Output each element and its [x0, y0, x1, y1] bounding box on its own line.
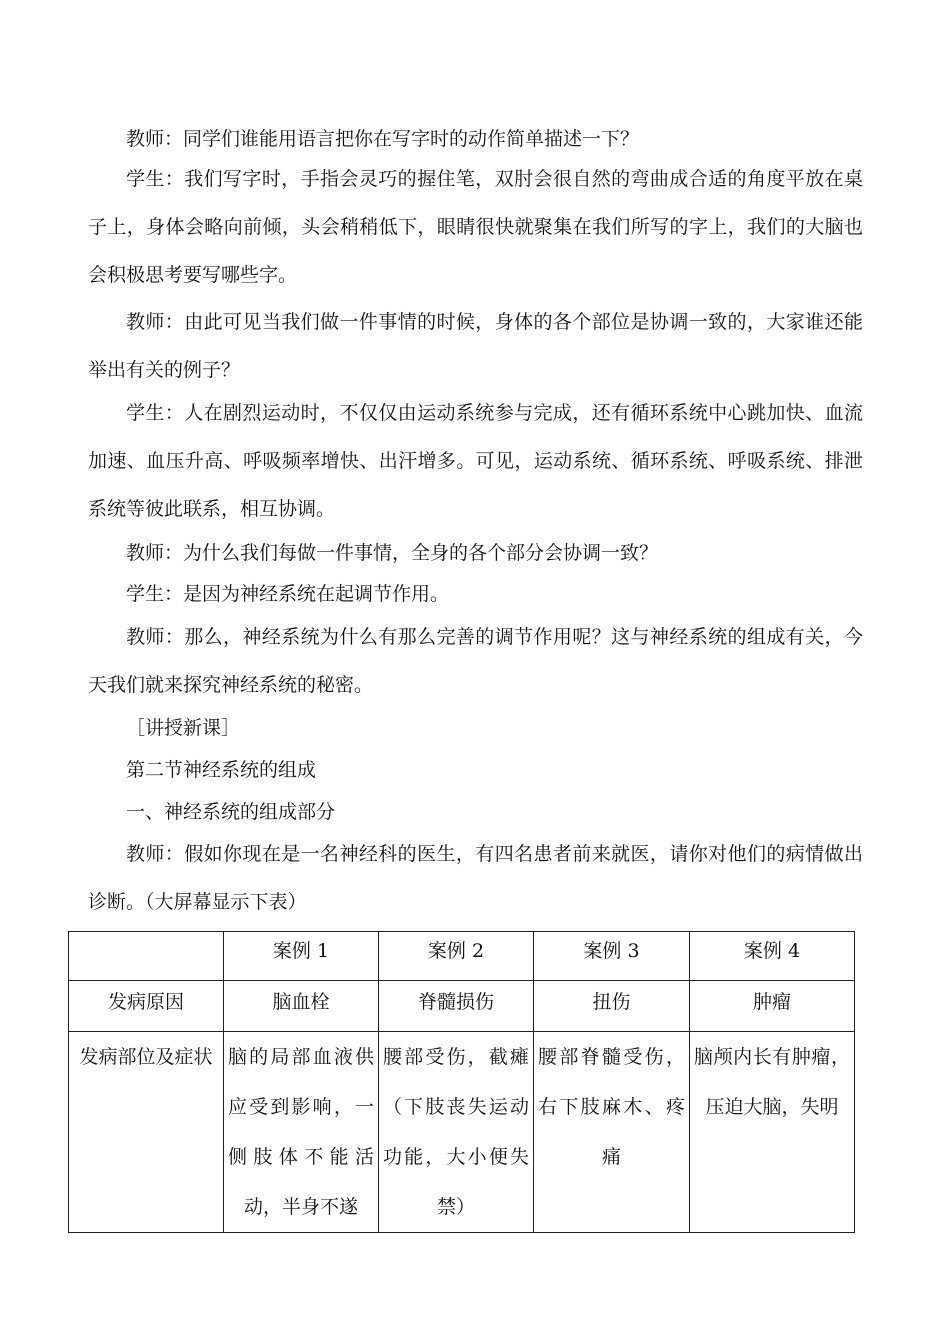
symptom-case-4: 脑颅内长有肿瘤，压迫大脑，失明: [690, 1032, 855, 1233]
table-header-case-4: 案例 4: [690, 932, 855, 981]
symptom-case-2: 腰部受伤，截瘫（下肢丧失运动功能，大小便失禁）: [379, 1032, 534, 1233]
paragraph-teacher-question-2: 教师：由此可见当我们做一件事情的时候，身体的各个部位是协调一致的，大家谁还能举出有关的例子？: [88, 311, 863, 381]
symptom-case-3: 腰部脊髓受伤，右下肢麻木、疼痛: [534, 1032, 690, 1233]
cause-case-4: 肿瘤: [690, 981, 855, 1032]
paragraph-student-answer-2: 学生：人在剧烈运动时，不仅仅由运动系统参与完成，还有循环系统中心跳加快、血流加速、血压升高、呼吸频率增快、出汗增多。可见，运动系统、循环系统、呼吸系统、排泄系统等彼此联系，相互协调。: [88, 402, 863, 520]
paragraph-teacher-task: 教师：假如你现在是一名神经科的医生，有四名患者前来就医，请你对他们的病情做出诊断。（大屏幕显示下表）: [88, 843, 863, 913]
section-label-new-lesson: ［讲授新课］: [126, 717, 241, 739]
table-header-case-1: 案例 1: [224, 932, 379, 981]
cause-case-2: 脊髓损伤: [379, 981, 534, 1032]
table-header-case-3: 案例 3: [534, 932, 690, 981]
subsection-title: 一、神经系统的组成部分: [126, 801, 336, 823]
paragraph-student-answer-1: 学生：我们写字时，手指会灵巧的握住笔，双肘会很自然的弯曲成合适的角度平放在桌子上，身体会略向前倾，头会稍稍低下，眼睛很快就聚集在我们所写的字上，我们的大脑也会积极思考要写哪些字。: [88, 168, 863, 286]
table-row-symptom: [69, 1032, 855, 1233]
row-label-cause: 发病原因: [69, 981, 224, 1032]
paragraph-teacher-question-1: 教师：同学们谁能用语言把你在写字时的动作简单描述一下？: [126, 128, 640, 150]
symptom-case-1: 脑的局部血液供应受到影响，一侧肢体不能活动，半身不遂: [224, 1032, 379, 1233]
cause-case-1: 脑血栓: [224, 981, 379, 1032]
case-table: [68, 931, 855, 1233]
table-header-empty: [69, 932, 224, 981]
section-title: 第二节神经系统的组成: [126, 759, 317, 781]
table-header-case-2: 案例 2: [379, 932, 534, 981]
paragraph-teacher-intro: 教师：那么，神经系统为什么有那么完善的调节作用呢？这与神经系统的组成有关，今天我们就来探究神经系统的秘密。: [88, 626, 863, 696]
table-row-cause: [69, 981, 855, 1032]
table-header-row: [69, 932, 855, 981]
paragraph-student-answer-3: 学生：是因为神经系统在起调节作用。: [126, 583, 450, 605]
cause-case-3: 扭伤: [534, 981, 690, 1032]
paragraph-teacher-question-3: 教师：为什么我们每做一件事情，全身的各个部分会协调一致？: [126, 542, 659, 564]
row-label-symptom: 发病部位及症状: [69, 1032, 224, 1233]
